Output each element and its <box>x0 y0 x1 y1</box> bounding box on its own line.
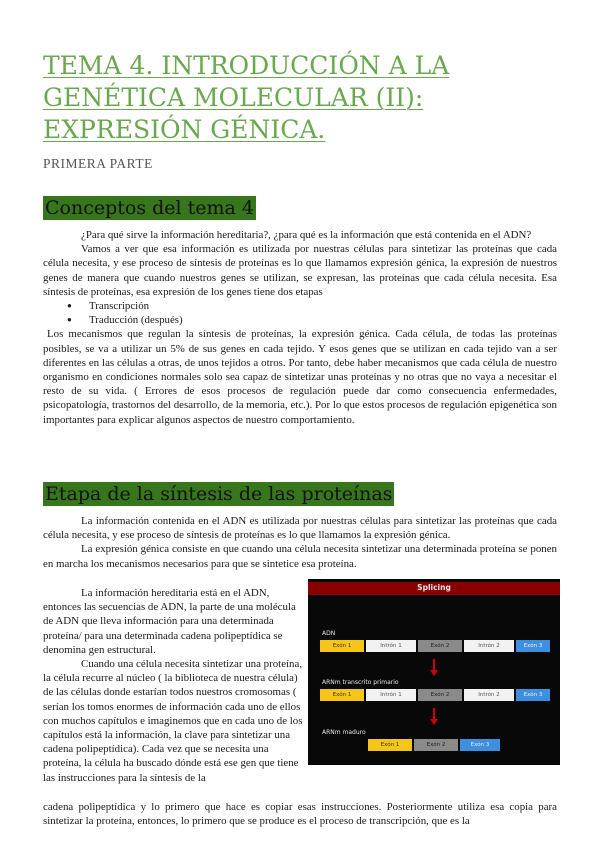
exon-2-block: Exón 2 <box>418 689 462 701</box>
section-conceptos-body <box>43 228 557 427</box>
intron-1-block: Intrón 1 <box>366 689 416 701</box>
paragraph: ¿Para qué sirve la información hereditaria?, ¿para qué es la información que está contenida en el ADN? <box>81 229 532 241</box>
paragraph: Los mecanismos que regulan la síntesis de proteínas, la expresión génica. Cada célula, de todas las proteínas posibles, se va a utilizar un 5% de sus genes en cada tejido. Y esos genes que se utilizan en cada tejido van a ser diferentes en las células a otras, de unos tejidos a otros. Por tanto, debe haber mecanismos que cada célula de nuestro organismo en condiciones normales solo sea capaz de sintetizar unas proteínas y no otras que no vaya a necesitar el resto de su vida. ( Errores de esos procesos de regulación puede dar como consecuencia enfermedades, psicopatología, trastornos del desarrollo, de la memoria, etc.). Por lo que estos procesos de regulación epigenética son importantes para explicar algunos aspectos de nuestro comportamiento. <box>43 328 557 426</box>
row-label-transcrito: ARNm transcrito primario <box>322 679 399 686</box>
section-heading-etapa: Etapa de la síntesis de las proteínas <box>45 483 393 505</box>
exon-1-block: Exón 1 <box>320 640 364 652</box>
intron-2-block: Intrón 2 <box>464 689 514 701</box>
exon-1-block: Exón 1 <box>320 689 364 701</box>
splicing-figure <box>308 579 560 765</box>
list-item: ● Transcripción <box>79 299 557 313</box>
exon-2-block: Exón 2 <box>418 640 462 652</box>
section-etapa-tail <box>43 800 557 828</box>
arrowhead-icon <box>430 670 438 676</box>
paragraph: La información contenida en el ADN es utilizada por nuestras células para sintetizar las proteínas que cada célula necesita, y ese proceso de síntesis de proteínas es lo que llamamos la expresión génica. <box>43 515 557 542</box>
page-subtitle: PRIMERA PARTE <box>43 156 153 171</box>
paragraph: Vamos a ver que esa información es utilizada por nuestras células para sintetizar las proteínas que cada célula necesita, y ese proceso de síntesis de proteínas es lo que llamamos expresión génica, la expresión de nuestros genes de manera que cuando nuestros genes se utilizan, se expresan, las proteínas que cada célula necesita. Esa síntesis de proteínas, esa expresión de los genes tiene dos etapas <box>43 243 557 298</box>
section-heading-conceptos: Conceptos del tema 4 <box>45 197 254 219</box>
paragraph: La expresión génica consiste en que cuando una célula necesita sintetizar una determinada proteína se ponen en marcha los mecanismos necesarios para que se sintetice esa proteína. <box>43 543 557 570</box>
arrowhead-icon <box>430 719 438 725</box>
paragraph: La información hereditaria está en el ADN, entonces las secuencias de ADN, la parte de una molécula de ADN que lleva información para una determinada proteína/ para una determinada cadena polipeptídica se denomina gen estructural. <box>43 587 296 656</box>
intron-2-block: Intrón 2 <box>464 640 514 652</box>
figure-title: Splicing <box>417 583 451 592</box>
exon-3-block: Exón 3 <box>460 739 500 751</box>
stages-list <box>43 299 557 327</box>
exon-3-block: Exón 3 <box>516 640 550 652</box>
section-etapa-body <box>43 514 557 571</box>
paragraph: cadena polipeptídica y lo primero que hace es copiar esas instrucciones. Posteriormente utiliza esa copia para sintetizar la proteína, entonces, lo primero que se produce es el proceso de transcripción, que es la <box>43 801 557 828</box>
page-title: TEMA 4. INTRODUCCIÓN A LA GENÉTICA MOLECULAR (II): EXPRESIÓN GÉNICA. <box>43 51 450 144</box>
intron-1-block: Intrón 1 <box>366 640 416 652</box>
exon-2-block: Exón 2 <box>414 739 458 751</box>
row-label-maduro: ARNm maduro <box>322 729 366 736</box>
exon-3-block: Exón 3 <box>516 689 550 701</box>
exon-1-block: Exón 1 <box>368 739 412 751</box>
paragraph: Cuando una célula necesita sintetizar una proteína, la célula recurre al núcleo ( la biblioteca de nuestra célula) de las células donde estarían todos nuestros cromosomas ( serían los tomos enormes de información cada uno de ellos con muchos capítulos e imaginemos que en cada uno de los capítulos está la información, la clave para sintetizar una cadena polipeptídica). Cada vez que se necesita una proteína, la célula ha buscado dónde está ese gen que tiene las instrucciones para la síntesis de la <box>43 658 303 784</box>
list-item: ● Traducción (después) <box>79 313 557 327</box>
wrapped-text <box>43 586 303 785</box>
row-label-adn: ADN <box>322 630 336 637</box>
